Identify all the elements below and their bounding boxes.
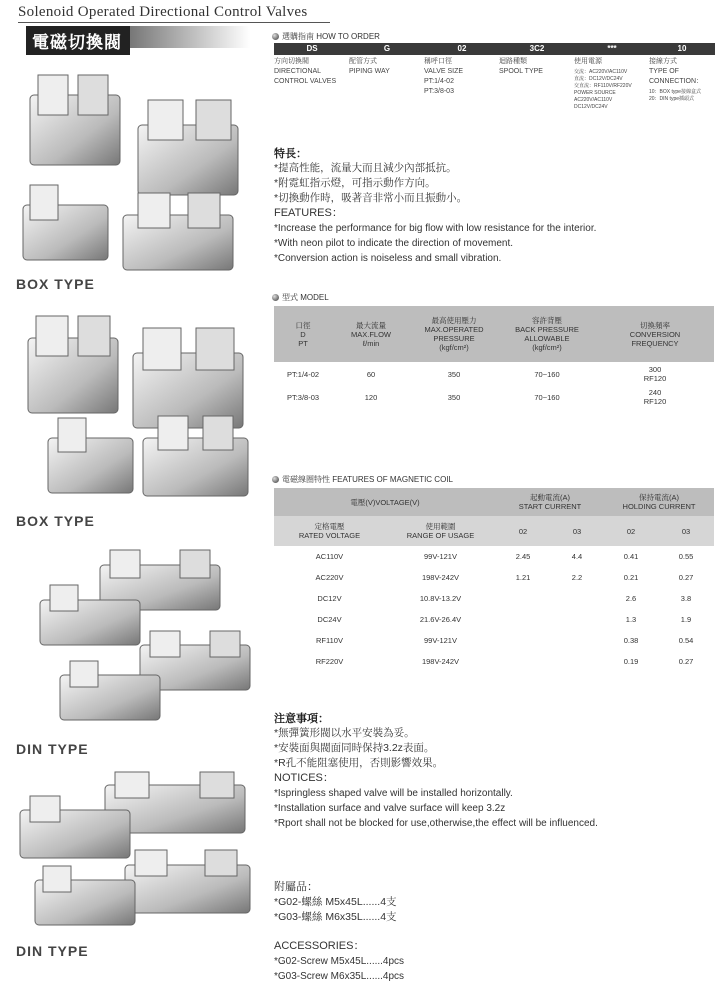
accessory-en-item: *G02-Screw M5x45L......4pcs: [274, 956, 405, 967]
table-row: PT:1/4-02 60 350 70~160 300 RF120: [286, 365, 667, 383]
solenoid-valve-icon: [23, 185, 108, 260]
din-type-label-1: DIN TYPE: [16, 741, 89, 757]
accessories-en-heading: ACCESSORIES：: [274, 940, 365, 952]
din-type-photo-2: [15, 770, 260, 940]
table-row: AC220V 198V-242V 1.21 2.2 0.21 0.27: [315, 573, 694, 582]
order-column-spool: 3C2 迴路種類 SPOOL TYPE: [499, 43, 575, 77]
table-row: DC24V 21.6V-26.4V 1.3 1.9: [317, 615, 692, 624]
notice-en-item: *Installation surface and valve surface will keep 3.2z: [274, 803, 506, 814]
notice-zh-item: *安裝面與閥面同時保持3.2z表面。: [274, 742, 435, 754]
solenoid-valve-icon: [125, 850, 250, 913]
notice-en-item: *Rport shall not be blocked for use,otherwise,the effect will be influenced.: [274, 818, 598, 829]
table-row: RF110V 99V-121V 0.38 0.54: [316, 636, 694, 645]
accessory-en-item: *G03-Screw M6x35L......4pcs: [274, 971, 405, 982]
round-bullet-icon: [272, 294, 279, 301]
order-code: 02: [424, 43, 500, 55]
solenoid-valve-icon: [30, 75, 120, 165]
notice-en-item: *Ispringless shaped valve will be installed horizontally.: [274, 788, 513, 799]
model-table: [274, 306, 714, 408]
solenoid-valve-icon: [28, 316, 118, 413]
features-en-heading: FEATURES：: [274, 207, 343, 219]
feature-zh-item: *附霓虹指示燈，可指示動作方向。: [274, 177, 436, 189]
order-code: 3C2: [499, 43, 575, 55]
model-heading: 型式 MODEL: [272, 292, 329, 303]
din-type-photo-1: [30, 545, 260, 740]
box-type-photo-1: [18, 55, 258, 275]
features-zh-heading: 特長：: [274, 148, 307, 160]
coil-table-header: 電壓(V)VOLTAGE(V) 起動電流(A) START CURRENT 保持電流(A) HOLDING CURRENT: [274, 488, 714, 516]
order-column-connection: 10 接線方式 TYPE OF CONNECTION： 10：BOX type接線盒式 20：DIN type插頭式: [649, 43, 715, 103]
solenoid-valve-icon: [123, 193, 233, 270]
solenoid-valve-icon: [138, 100, 238, 195]
order-column-series: DS 方向切換閥 DIRECTIONAL CONTROL VALVES: [274, 43, 350, 87]
table-row: RF220V 198V-242V 0.19 0.27: [315, 657, 694, 666]
box-type-photo-2: [18, 298, 258, 513]
how-to-order-heading: 選購指南 HOW TO ORDER: [272, 31, 380, 42]
coil-table-subheader: 定格電壓 RATED VOLTAGE 使用範圍 RANGE OF USAGE 02 03 02 03: [274, 516, 714, 546]
solenoid-valve-icon: [133, 328, 243, 428]
order-code: DS: [274, 43, 350, 55]
accessory-zh-item: *G02-螺絲 M5x45L......4支: [274, 896, 397, 908]
notices-block: [274, 710, 598, 831]
feature-zh-item: *提高性能，流量大而且減少內部抵抗。: [274, 162, 457, 174]
feature-zh-item: *切換動作時，吸著音非常小而且振動小。: [274, 192, 468, 204]
notice-zh-item: *無彈簧形閥以水平安裝為妥。: [274, 727, 415, 739]
solenoid-valve-icon: [35, 866, 135, 925]
order-column-size: 02 稱呼口徑 VALVE SIZE PT:1/4-02 PT:3/8-03: [424, 43, 500, 97]
title-fade-bar: [130, 26, 250, 48]
notice-zh-item: *R孔不能阻塞使用，否則影響效果。: [274, 757, 444, 769]
round-bullet-icon: [272, 33, 279, 40]
feature-en-item: *With neon pilot to indicate the direction of movement.: [274, 238, 514, 249]
title-divider: [18, 22, 330, 23]
order-code: 10: [649, 43, 715, 55]
din-type-label-2: DIN TYPE: [16, 943, 89, 959]
box-type-label-2: BOX TYPE: [16, 513, 95, 529]
coil-heading: 電磁線圈特性 FEATURES OF MAGNETIC COIL: [272, 474, 453, 485]
page-title: Solenoid Operated Directional Control Valves: [18, 4, 308, 20]
feature-en-item: *Conversion action is noiseless and small vibration.: [274, 253, 502, 264]
solenoid-valve-icon: [48, 418, 133, 493]
order-column-power: *** 使用電源 交流：AC220V/AC110V 直流：DC12V/DC24V 交直流：RF110V/RF220V POWER SOURCE AC220V/AC110V DC12V/DC24V: [574, 43, 650, 111]
feature-en-item: *Increase the performance for big flow with low resistance for the interior.: [274, 223, 597, 234]
notices-zh-heading: 注意事項：: [274, 713, 329, 725]
order-code: G: [349, 43, 425, 55]
features-block: [274, 145, 596, 266]
model-table-header: 口徑 D PT 最大流量 MAX.FLOW ℓ/min 最高使用壓力 MAX.OPERATED PRESSURE (kgf/cm²) 容許背壓 BACK PRESSURE ALLOWABLE (kgf/cm²) 切換頻率 CONVERSION FREQUENCY: [274, 306, 714, 362]
chinese-title: 電磁切換閥: [26, 26, 130, 55]
box-type-label-1: BOX TYPE: [16, 276, 95, 292]
table-row: AC110V 99V-121V 2.45 4.4 0.41 0.55: [315, 552, 694, 561]
accessory-zh-item: *G03-螺絲 M6x35L......4支: [274, 911, 397, 923]
notices-en-heading: NOTICES：: [274, 772, 334, 784]
table-row: PT:3/8-03 120 350 70~160 240 RF120: [286, 388, 667, 406]
round-bullet-icon: [272, 476, 279, 483]
coil-table: [274, 488, 714, 672]
order-code: ***: [574, 43, 650, 55]
order-column-piping: G 配管方式 PIPING WAY: [349, 43, 425, 77]
table-row: DC12V 10.8V-13.2V 2.6 3.8: [317, 594, 692, 603]
accessories-block: [274, 880, 404, 984]
accessories-zh-heading: 附屬品：: [274, 881, 318, 893]
